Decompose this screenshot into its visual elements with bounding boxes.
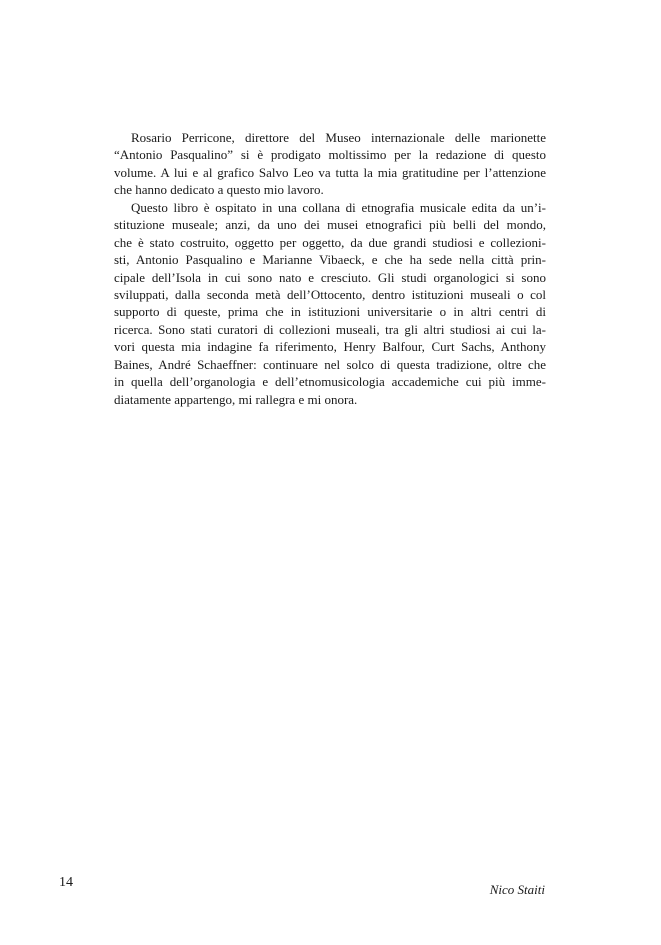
text-line: cipale dell’Isola in cui sono nato e cresciuto. Gli studi organologici si sono <box>114 269 546 285</box>
paragraph-2 <box>114 199 546 408</box>
running-footer-author: Nico Staiti <box>489 882 545 897</box>
text-line: Rosario Perricone, direttore del Museo internazionale delle marionette <box>131 130 546 145</box>
text-line: diatamente appartengo, mi rallegra e mi onora. <box>114 391 358 407</box>
page-number: 14 <box>59 875 73 890</box>
body-text <box>114 129 546 408</box>
text-line: Baines, André Schaeffner: continuare nel solco di questa tradizione, oltre che <box>114 356 546 372</box>
text-line: che hanno dedicato a questo mio lavoro. <box>114 182 324 198</box>
text-line: volume. A lui e al grafico Salvo Leo va tutta la mia gratitudine per l’attenzione <box>114 164 546 180</box>
text-line: sti, Antonio Pasqualino e Marianne Vibaeck, e che ha sede nella città prin- <box>114 252 546 268</box>
text-line: “Antonio Pasqualino” si è prodigato moltissimo per la redazione di questo <box>114 147 546 163</box>
text-line: ricerca. Sono stati curatori di collezioni museali, tra gli altri studiosi ai cui la- <box>114 321 546 337</box>
paragraph-1 <box>114 129 546 199</box>
text-line: stituzione museale; anzi, da uno dei musei etnografici più belli del mondo, <box>114 217 546 233</box>
text-line: vori questa mia indagine fa riferimento, Henry Balfour, Curt Sachs, Anthony <box>114 339 546 355</box>
text-line: in quella dell’organologia e dell’etnomusicologia accademiche cui più imme- <box>114 374 546 390</box>
text-line: Questo libro è ospitato in una collana di etnografia musicale edita da un’i- <box>131 199 546 215</box>
text-line: che è stato costruito, oggetto per oggetto, da due grandi studiosi e collezioni- <box>114 234 546 250</box>
text-line: sviluppati, dalla seconda metà dell’Ottocento, dentro istituzioni museali o col <box>114 286 546 302</box>
text-line: supporto di queste, prima che in istituzioni universitarie o in altri centri di <box>114 304 546 320</box>
